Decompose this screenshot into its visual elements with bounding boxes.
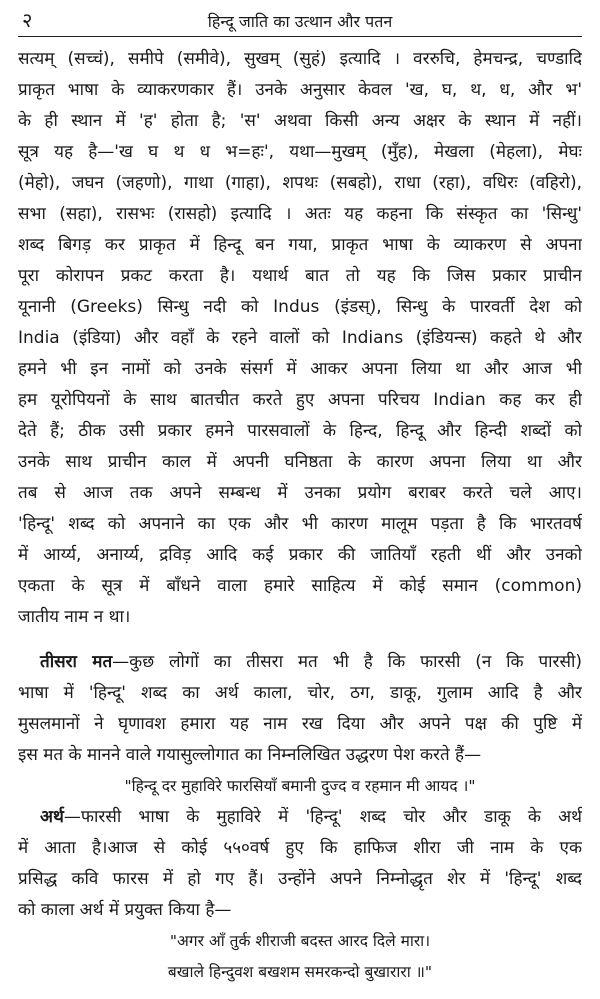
paragraph-1: [18, 44, 582, 633]
verse-line: "अगर आँ तुर्क शीराजी बदस्त आरद दिले मारा।: [169, 932, 431, 950]
text-line: देते हैं; ठीक उसी प्रकार हमने पारसवालों के हिन्द, हिन्दू और हिन्दी शब्दों को: [18, 421, 582, 441]
verse-line: बखाले हिन्दुवश बखशम समरकन्दो बुखारारा ॥": [167, 963, 433, 981]
text-line: एकता के सूत्र में बाँधने वाला हमारे साहित्य में कोई समान (common): [18, 576, 582, 596]
text-line: तब से आज तक अपने सम्बन्ध में उनका प्रयोग बराबर करते चले आए।: [18, 483, 582, 503]
text-line: में आता है।आज से कोई ५५०वर्ष हुए कि हाफिज शीरा जी नाम के एक: [18, 838, 582, 858]
text-line: (मेहो), जघन (जहणो), गाथा (गाहा), शपथः (सबहो), राधा (रहा), वधिरः (वहिरो),: [18, 173, 582, 193]
quotation-1: "हिन्दू दर मुहाविरे फारसियाँ बमानी दुज्द व रहमान मी आयद ।": [124, 777, 476, 795]
text-line: पूरा कोरापन प्रकट करता है। यथार्थ बात तो यह कि जिस प्रकार प्राचीन: [18, 266, 582, 286]
paragraph-2: [18, 647, 582, 771]
text-line: [18, 802, 582, 833]
quotation-2: [18, 926, 582, 988]
page-number: २: [22, 8, 33, 32]
text-line: 'हिन्दू' शब्द को अपनाने का एक और भी कारण मालूम पड़ता है कि भारतवर्ष: [18, 514, 582, 534]
text-line: [18, 647, 582, 678]
text-line: उनके साथ प्राचीन काल में अपनी घनिष्ठता के कारण अपना लिया था और: [18, 452, 582, 472]
text-line: India (इंडिया) और वहाँ के रहने वालों को Indians (इंडियन्स) कहते थे और: [18, 328, 582, 348]
text-line: जातीय नाम न था।: [18, 607, 131, 627]
paragraph-3: [18, 802, 582, 926]
text-line: हम यूरोपियनों के साथ बातचीत करते हुए अपना परिचय Indian कह कर ही: [18, 390, 582, 410]
text-line: हमने भी इन नामों को उनके संसर्ग में आकर अपना लिया था और आज भी: [18, 359, 582, 379]
text-line: में आर्य्य, अनार्य्य, द्रविड़ आदि कई प्रकार की जातियाँ रहती थीं और उनको: [18, 545, 582, 565]
text-span: —फारसी भाषा के मुहाविरे में 'हिन्दू' शब्द चोर और डाकू के अर्थ: [63, 807, 582, 827]
paragraph-gap: [18, 633, 582, 647]
text-line: के ही स्थान में 'ह' होता है; 'स' अथवा किसी अन्य अक्षर के स्थान में नहीं।: [18, 111, 582, 131]
text-line: को काला अर्थ में प्रयुक्त किया है—: [18, 900, 232, 920]
text-line: शब्द बिगड़ कर प्राकृत में हिन्दू बन गया, प्राकृत भाषा के व्याकरण से अपना: [18, 235, 582, 255]
page-header: [18, 2, 582, 37]
section-lead-third-view: तीसरा मत: [40, 652, 113, 672]
text-line: प्राकृत भाषा के व्याकरणकार हैं। उनके अनुसार केवल 'ख, घ, थ, ध, और भ': [18, 80, 582, 100]
text-line: सभा (सहा), रासभः (रासहो) इत्यादि । अतः यह कहना कि संस्कृत का 'सिन्धु': [18, 204, 582, 224]
body-text: [18, 44, 582, 988]
text-line: सूत्र यह है—'ख घ थ ध भ=हः', यथा—मुखम् (मुँह), मेखला (मेहला), मेघः: [18, 142, 582, 162]
text-line: मुसलमानों ने घृणावश हमारा यह नाम रख दिया और अपने पक्ष की पुष्टि में: [18, 714, 582, 734]
text-span: —कुछ लोगों का तीसरा मत भी है कि फारसी (न कि पारसी): [112, 652, 582, 672]
text-line: भाषा में 'हिन्दू' शब्द का अर्थ काला, चोर, ठग, डाकू, गुलाम आदि है और: [18, 683, 582, 703]
text-line: प्रसिद्ध कवि फारस में हो गए हैं। उन्होंने अपने निम्नोद्धृत शेर में 'हिन्दू' शब्द: [18, 869, 582, 889]
running-title: हिन्दू जाति का उत्थान और पतन: [207, 12, 393, 31]
text-line: इस मत के मानने वाले गयासुल्लोगात का निम्नलिखित उद्धरण पेश करते हैं—: [18, 745, 482, 765]
section-lead-meaning: अर्थ: [40, 807, 64, 827]
text-line: यूनानी (Greeks) सिन्धु नदी को Indus (इंडस्), सिन्धु के पारवर्ती देश को: [18, 297, 582, 317]
text-line: सत्यम् (सच्चं), समीपे (समीवे), सुखम् (सुहं) इत्यादि । वररुचि, हेमचन्द्र, चण्डादि: [18, 49, 582, 69]
